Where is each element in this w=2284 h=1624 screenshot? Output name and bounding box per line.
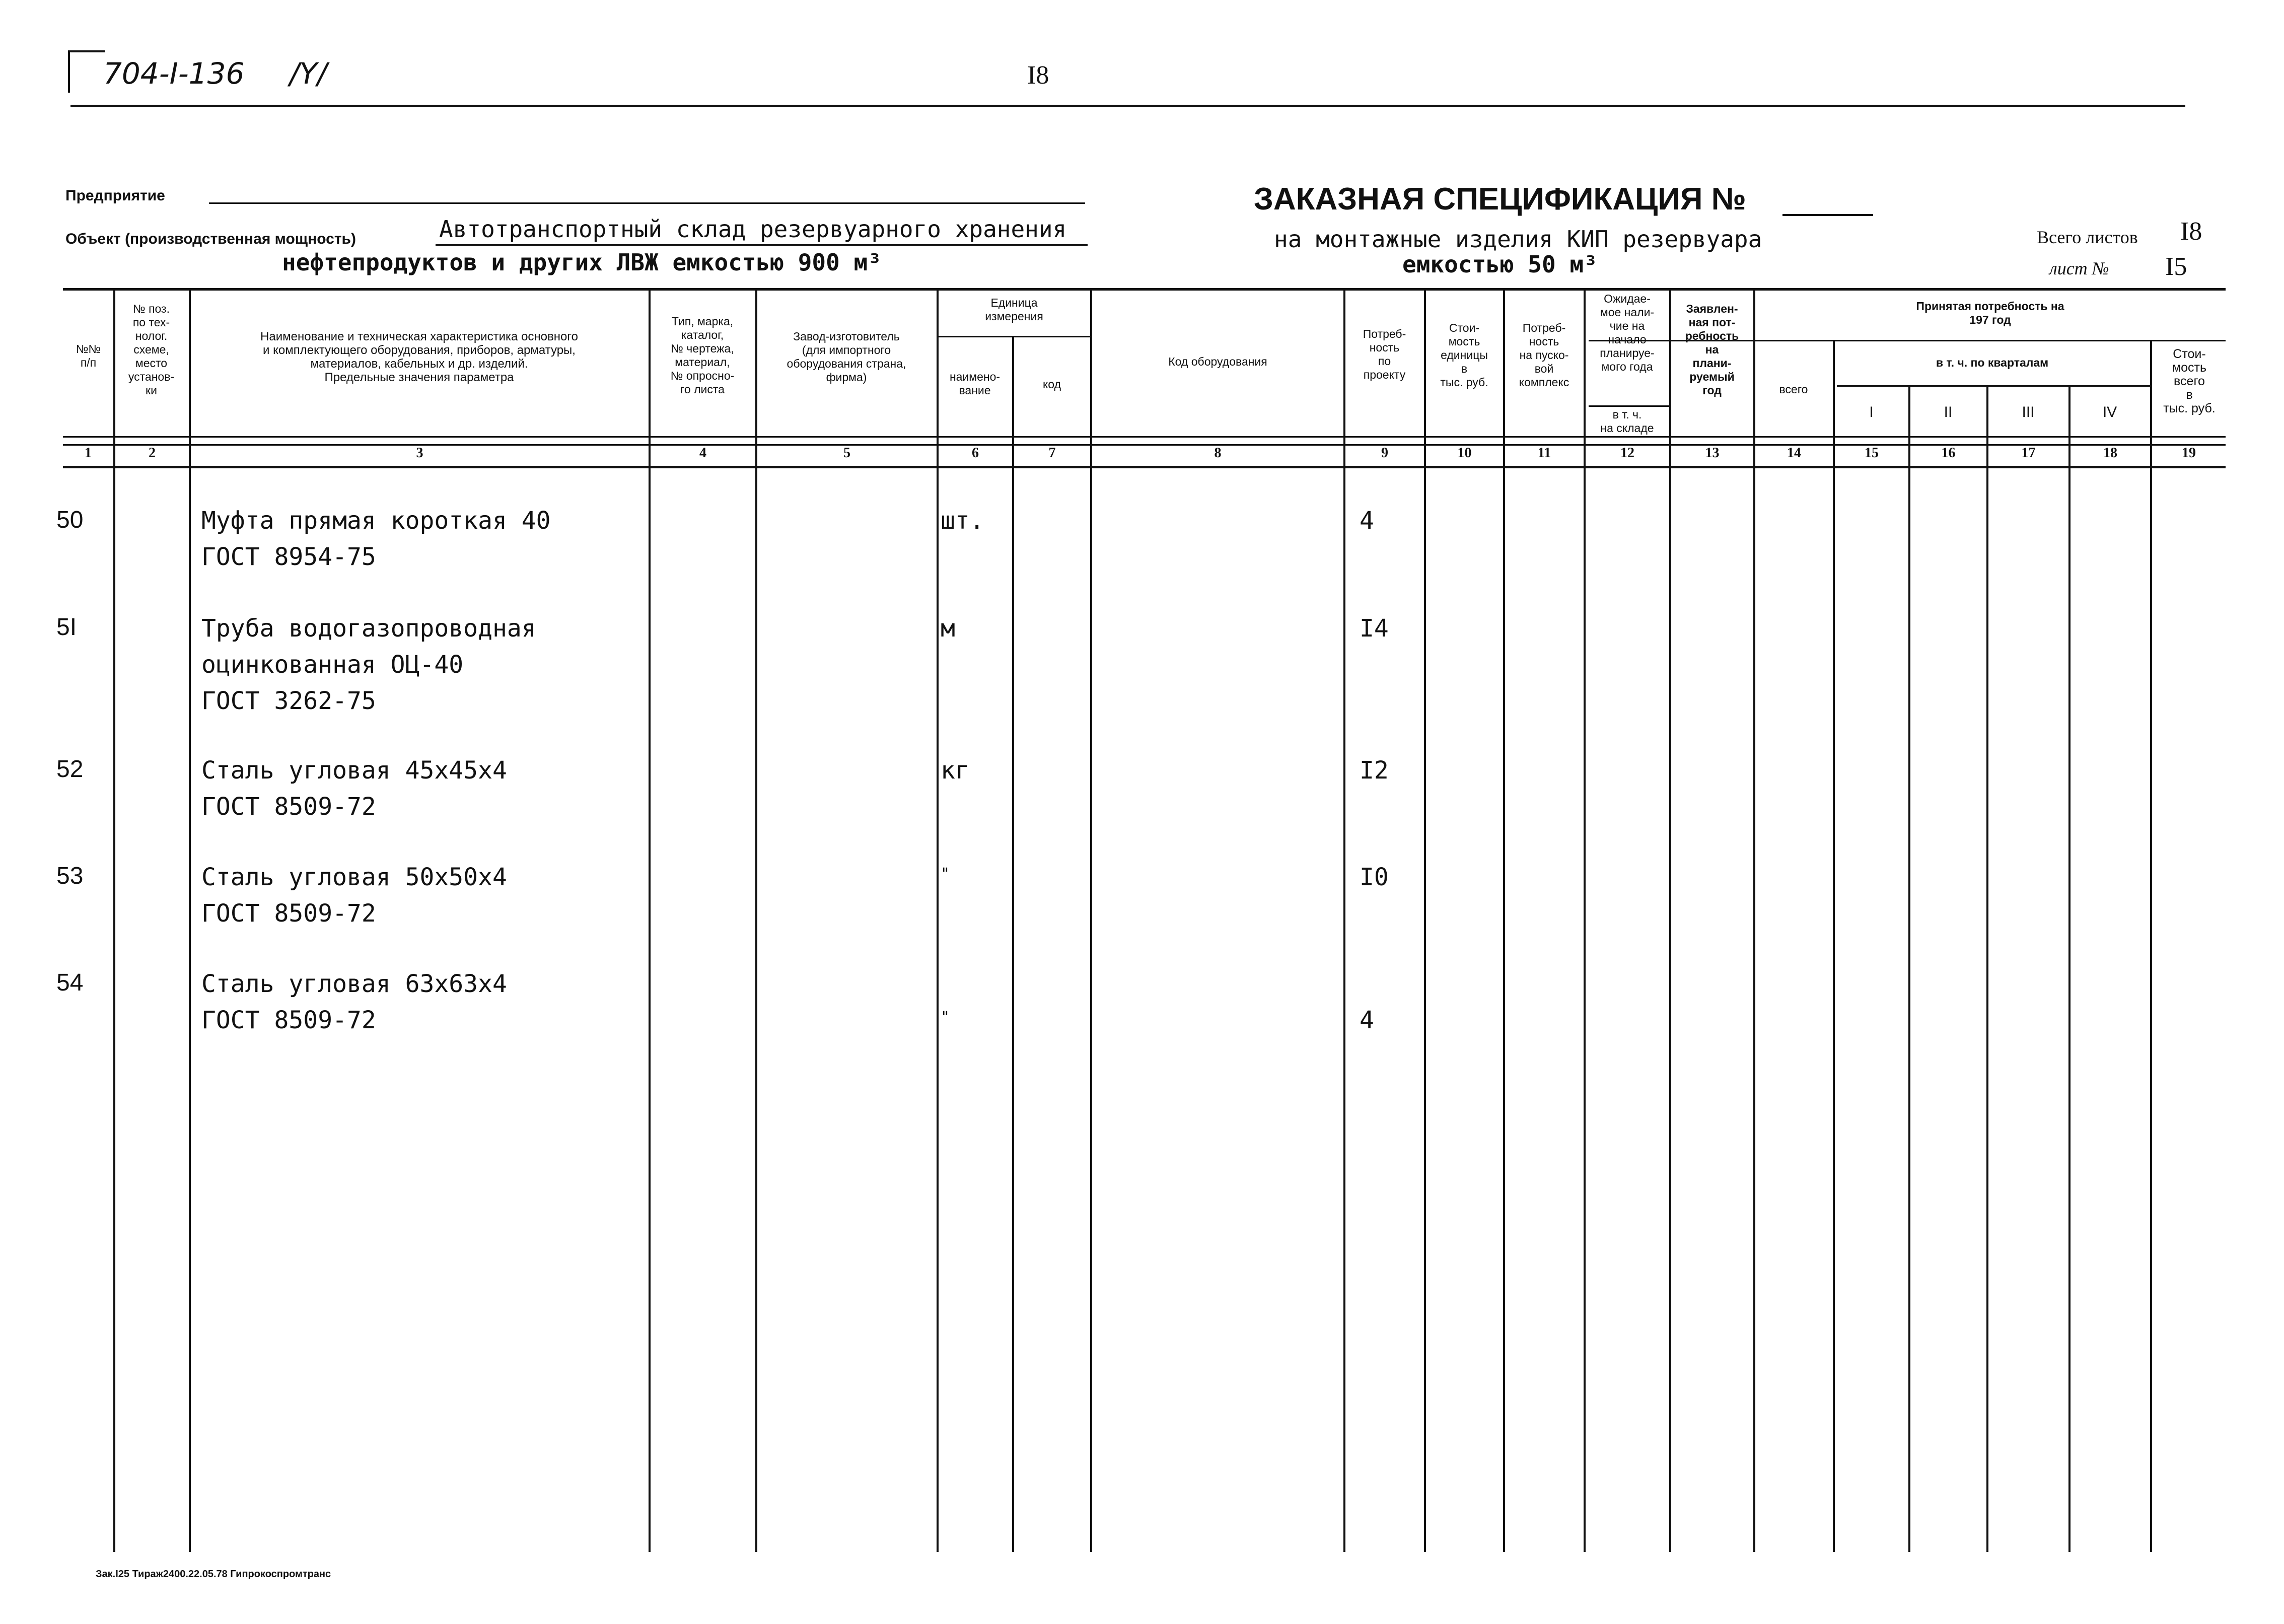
enterprise-line <box>209 202 1085 204</box>
column-number: 13 <box>1705 445 1720 461</box>
header-name: Наименование и техническая характеристика основного и комплектующего оборудования, приборов, арматуры, материалов, кабельных и др. изделий. Предельные значения параметра <box>260 330 578 384</box>
column-number: 5 <box>843 445 850 461</box>
column-number: 16 <box>1941 445 1956 461</box>
column-number: 3 <box>416 445 423 461</box>
row-item-name: Сталь угловая 63х63х4 ГОСТ 8509-72 <box>201 970 507 1034</box>
row-number: 50 <box>56 507 84 533</box>
title-number-line <box>1782 214 1873 216</box>
row-unit: " <box>941 865 950 883</box>
object-label: Объект (производственная мощность) <box>65 231 356 247</box>
total-sheets-label: Всего листов <box>2037 227 2138 247</box>
row-number: 52 <box>56 756 84 783</box>
object-line-1: Автотранспортный склад резервуарного хранения <box>439 216 1067 243</box>
column-number: 4 <box>699 445 706 461</box>
row-number: 5I <box>56 614 77 641</box>
column-number: 9 <box>1381 445 1388 461</box>
sheet-value: I5 <box>2165 252 2187 281</box>
header-accepted-need: Принятая потребность на 197 год <box>1916 300 2064 326</box>
object-line-2: нефтепродуктов и других ЛВЖ емкостью 900 м³ <box>282 249 882 276</box>
header-by-quarters: в т. ч. по кварталам <box>1936 356 2049 369</box>
row-unit: м <box>941 614 955 643</box>
row-item-name: Труба водогазопроводная оцинкованная ОЦ-40 ГОСТ 3262-75 <box>201 614 536 715</box>
top-rule <box>70 105 2185 107</box>
row-unit: шт. <box>941 507 984 535</box>
print-footer: Зак.I25 Тираж2400.22.05.78 Гипрокоспромтранс <box>96 1569 331 1580</box>
header-startup-need: Потреб- ность на пуско- вой комплекс <box>1519 321 1569 389</box>
header-quarter-2: II <box>1944 404 1953 420</box>
column-number: 18 <box>2103 445 2117 461</box>
stamp-code: 704-I-136 <box>103 56 245 91</box>
row-quantity: I4 <box>1360 614 1389 643</box>
enterprise-label: Предприятие <box>65 187 165 204</box>
column-number: 15 <box>1865 445 1879 461</box>
document-title: ЗАКАЗНАЯ СПЕЦИФИКАЦИЯ № <box>1254 182 1746 217</box>
page-number: I8 <box>1027 61 1049 90</box>
column-number: 17 <box>2021 445 2036 461</box>
row-quantity: I2 <box>1360 756 1389 785</box>
total-sheets-value: I8 <box>2180 217 2202 246</box>
row-item-name: Сталь угловая 45х45х4 ГОСТ 8509-72 <box>201 756 507 821</box>
column-number: 19 <box>2182 445 2196 461</box>
header-unit-cost: Стои- мость единицы в тыс. руб. <box>1440 321 1488 389</box>
column-number: 10 <box>1457 445 1472 461</box>
header-row-number: №№ п/п <box>76 342 101 369</box>
row-quantity: 4 <box>1360 1006 1374 1034</box>
row-number: 53 <box>56 863 84 889</box>
stamp-album: /Y/ <box>290 56 327 91</box>
column-number: 2 <box>149 445 156 461</box>
header-declared-need: Заявлен- ная пот- ребность на плани- руемый год <box>1685 302 1739 397</box>
header-quarter-1: I <box>1869 404 1874 420</box>
row-unit: " <box>941 1009 950 1026</box>
document-subtitle-1: на монтажные изделия КИП резервуара <box>1274 226 1762 253</box>
row-number: 54 <box>56 969 84 996</box>
column-number: 6 <box>972 445 979 461</box>
header-unit-name: наимено- вание <box>949 370 1001 397</box>
header-position: № поз. по тех- нолог. схеме, место установ- ки <box>128 302 175 397</box>
column-number: 12 <box>1620 445 1634 461</box>
row-item-name: Сталь угловая 50х50х4 ГОСТ 8509-72 <box>201 863 507 928</box>
header-type: Тип, марка, каталог, № чертежа, материал, № опросно- го листа <box>670 315 735 396</box>
header-in-warehouse: в т. ч. на складе <box>1600 408 1654 435</box>
row-item-name: Муфта прямая короткая 40 ГОСТ 8954-75 <box>201 507 551 571</box>
header-manufacturer: Завод-изготовитель (для импортного оборудования страна, фирма) <box>787 330 906 384</box>
header-quarter-4: IV <box>2102 404 2117 420</box>
column-number: 14 <box>1787 445 1801 461</box>
column-number: 7 <box>1048 445 1056 461</box>
header-unit: Единица измерения <box>985 296 1043 323</box>
row-unit: кг <box>941 756 970 785</box>
corner-mark <box>68 50 105 93</box>
column-number: 11 <box>1537 445 1551 461</box>
row-quantity: I0 <box>1360 863 1389 891</box>
row-quantity: 4 <box>1360 507 1374 535</box>
header-project-need: Потреб- ность по проекту <box>1363 327 1406 381</box>
object-underline-1 <box>436 244 1088 246</box>
header-expected-stock: Ожидае- мое нали- чие на начало планируе- мого года <box>1600 292 1655 373</box>
sheet-label: лист № <box>2049 258 2109 278</box>
column-number: 8 <box>1214 445 1222 461</box>
header-total-cost: Стои- мость всего в тыс. руб. <box>2163 347 2216 415</box>
document-subtitle-2: емкостью 50 м³ <box>1402 251 1598 278</box>
column-number: 1 <box>85 445 92 461</box>
header-equipment-code: Код оборудования <box>1168 355 1267 368</box>
header-quarter-3: III <box>2022 404 2035 420</box>
header-unit-code: код <box>1042 378 1061 391</box>
header-total: всего <box>1779 383 1808 396</box>
